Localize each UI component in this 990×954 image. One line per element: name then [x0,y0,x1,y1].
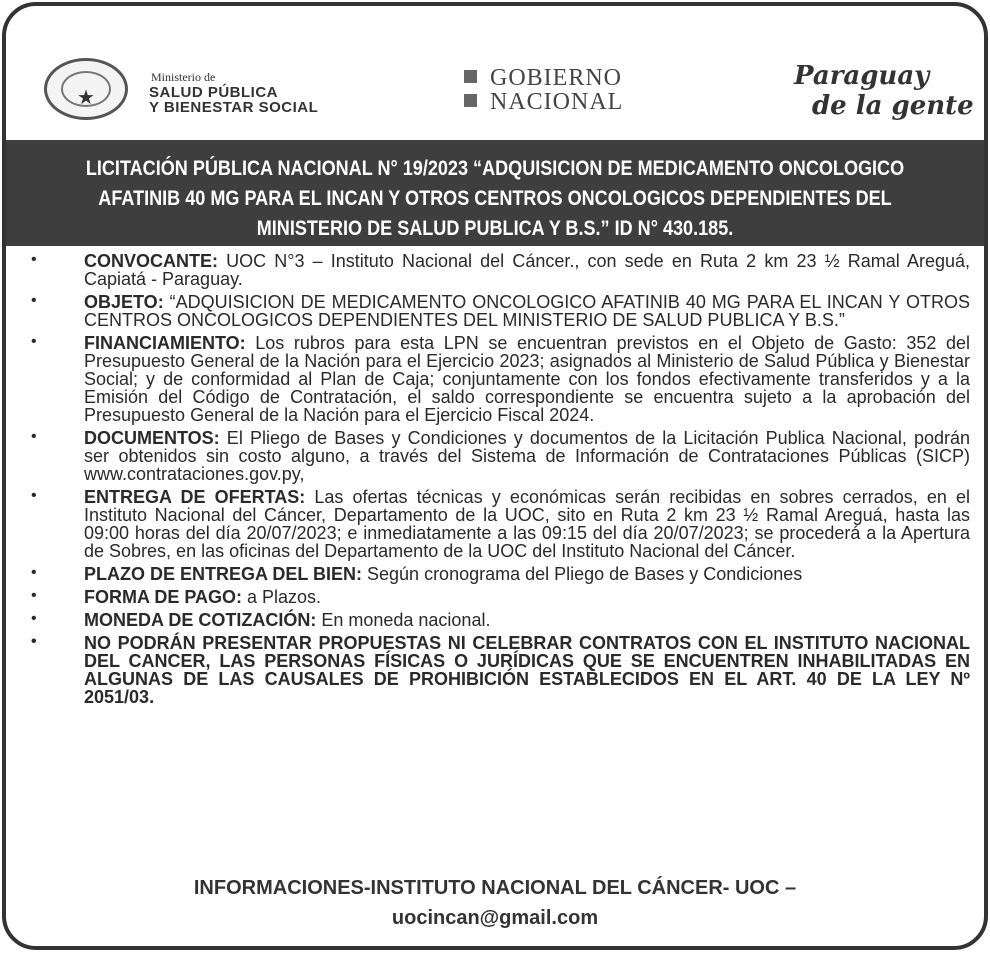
bullet-icon: • [31,633,37,650]
notice-items-list [6,252,984,711]
notice-frame [2,2,988,950]
bullet-icon: • [31,587,37,604]
bullet-icon: • [31,292,37,309]
list-item [6,293,984,329]
footer-email: uocincan@gmail.com [391,907,599,929]
item-label: MONEDA DE COTIZACIÓN: [84,610,317,630]
square-icon [464,94,477,107]
list-item [6,334,984,424]
bullet-icon: • [31,564,37,581]
item-text: “ADQUISICION DE MEDICAMENTO ONCOLOGICO AFATINIB 40 MG PARA EL INCAN Y OTROS CENTROS ONCOLOGICOS DEPENDIENTES DEL MINISTERIO DE SALUD PUBLICA Y B.S.” [84,292,970,330]
bullet-icon: • [31,428,37,445]
item-text: Las ofertas técnicas y económicas serán recibidas en sobres cerrados, en el Instituto Nacional del Cáncer, Departamento de la UOC, sito en Ruta 2 km 23 ½ Ramal Areguá, hasta las 09:00 horas del día 20/07/2023; e inmediatamente a las 09:15 del día 20/07/2023; se procederá a la Apertura de Sobres, en las oficinas del Departamento de la UOC del Instituto Nacional del Cáncer. [84,487,970,561]
list-item [6,252,984,288]
item-label: FORMA DE PAGO: [84,587,242,607]
item-text: Los rubros para esta LPN se encuentran previstos en el Objeto de Gasto: 352 del Presupuesto General de la Nación para el Ejercicio 2023; asignados al Ministerio de Salud Pública y Bienestar Social; y de conformidad al Plan de Caja; conjuntamente con los fondos efectivamente transferidos y a la Emisión del Código de Contratación, el saldo correspondiente se encuentra sujeto a la aprobación del Presupuesto General de la Nación para el Ejercicio Fiscal 2024. [84,333,970,425]
ministry-name-line2: Y BIENESTAR SOCIAL [149,99,319,116]
slogan-line2: de la gente [812,91,974,121]
square-icon [464,70,477,83]
list-item [6,634,984,706]
item-label: NO PODRÁN PRESENTAR PROPUESTAS NI CELEBRAR CONTRATOS CON EL INSTITUTO NACIONAL DEL CANCER, LAS PERSONAS FÍSICAS O JURÍDICAS QUE SE ENCUENTREN INHABILITADAS EN ALGUNAS DE LAS CAUSALES DE PROHIBICIÓN ESTABLECIDOS EN EL ART. 40 DE LA LEY Nº 2051/03. [84,633,970,707]
footer-info-line: INFORMACIONES-INSTITUTO NACIONAL DEL CÁNCER- UOC – [193,877,797,899]
bullet-icon: • [31,333,37,350]
item-label: OBJETO: [84,292,164,312]
item-text: Según cronograma del Pliego de Bases y Condiciones [362,564,803,584]
item-text: a Plazos. [242,587,322,607]
item-text: El Pliego de Bases y Condiciones y documentos de la Licitación Publica Nacional, podrán ser obtenidos sin costo alguno, a través del Sistema de Información de Contrataciones Públicas (SICP) www.contrataciones.gov.py, [84,428,970,484]
item-label: ENTREGA DE OFERTAS: [84,487,306,507]
item-label: DOCUMENTOS: [84,428,220,448]
list-item [6,611,984,629]
ministry-name-line1: SALUD PÚBLICA [149,84,278,101]
item-text: UOC N°3 – Instituto Nacional del Cáncer., con sede en Ruta 2 km 23 ½ Ramal Areguá, Capiatá - Paraguay. [84,251,970,289]
gobierno-logo-line2: NACIONAL [464,90,623,114]
list-item [6,588,984,606]
notice-title: LICITACIÓN PÚBLICA NACIONAL N° 19/2023 “ADQUISICION DE MEDICAMENTO ONCOLOGICO AFATINIB 40 MG PARA EL INCAN Y OTROS CENTROS ONCOLOGICOS DEPENDIENTES DEL MINISTERIO DE SALUD PUBLICA Y B.S.” ID N° 430.185. [85,157,905,240]
item-label: CONVOCANTE: [84,251,218,271]
gobierno-logo-line1: GOBIERNO [464,66,622,90]
slogan-line1: Paraguay [794,61,930,91]
list-item [6,429,984,483]
list-item [6,565,984,583]
national-seal-icon: ★ [44,58,128,120]
item-label: FINANCIAMIENTO: [84,333,246,353]
item-label: PLAZO DE ENTREGA DEL BIEN: [84,564,363,584]
bullet-icon: • [31,610,37,627]
bullet-icon: • [31,487,37,504]
ministry-small-label: Ministerio de [151,70,216,84]
list-item [6,488,984,560]
bullet-icon: • [31,251,37,268]
item-text: En moneda nacional. [316,610,491,630]
